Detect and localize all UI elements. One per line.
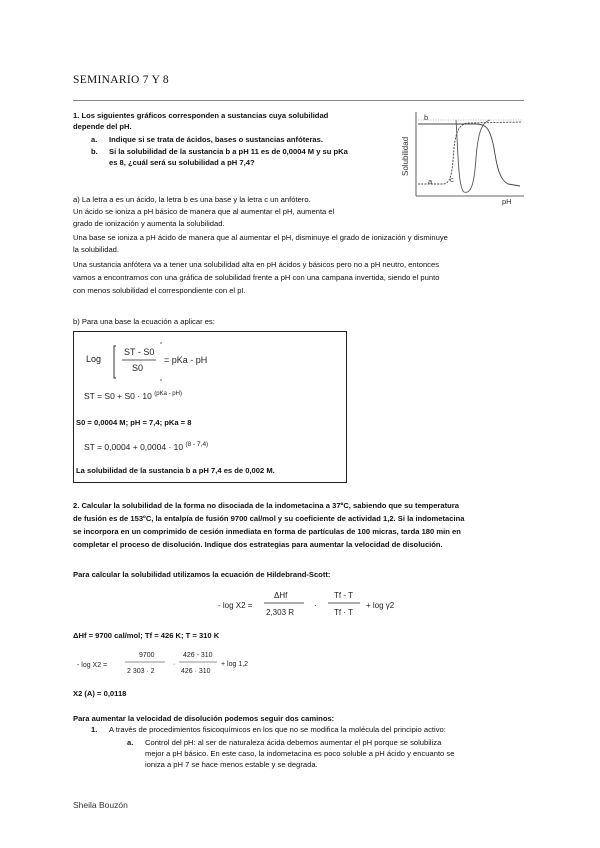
ans2-sub-a-marker: a. (127, 738, 134, 747)
f2-main: ST = S0 + S0 · 10 (84, 391, 152, 401)
q2-l4: completar el proceso de disolución. Indique dos estrategias para aumentar la velocidad de disolución. (73, 540, 443, 549)
graph-curve-b (418, 124, 520, 186)
f1-numerator: ST - S0 (124, 347, 155, 357)
q2-l2: de fusión es de 153ºC, la entalpía de fusión 9700 cal/mol y su coeficiente de actividad 1,2. Si la indometacina (73, 514, 465, 523)
f3-formula (84, 441, 208, 452)
hs-num1: ΔHf (274, 591, 288, 600)
f1-log: Log (86, 354, 102, 364)
sub-dot: · (173, 661, 176, 668)
hs-lhs: - log X2 = (218, 601, 253, 610)
graph-xlabel: pH (502, 197, 512, 206)
f3-main: ST = 0,0004 + 0,0004 · 10 (84, 441, 184, 452)
substituted-formula (73, 645, 273, 681)
sub-den1: 2 303 · 2 (127, 668, 155, 675)
ans2-item1-marker: 1. (91, 725, 98, 734)
q1-a-text: Indique si se trata de ácidos, bases o sustancias anfóteras. (109, 135, 323, 144)
sub-num1: 9700 (139, 652, 155, 659)
ans-a-l6: Una sustancia anfótera va a tener una solubilidad alta en pH ácidos y básicos pero no a pH neutro, entonces (73, 260, 439, 269)
ans-a-l2: Un ácido se ioniza a pH básico de manera que al aumentar el pH, aumenta el (73, 207, 335, 216)
q1-b-marker: b. (91, 147, 98, 156)
graph-curve-c (456, 120, 490, 192)
graph-ylabel: Solubilidad (401, 136, 410, 176)
q1-line1: 1. Los siguientes gráficos corresponden a sustancias cuya solubilidad (73, 111, 329, 120)
log-formula (78, 336, 278, 384)
ans2-speed-intro: Para aumentar la velocidad de disolución podemos seguir dos caminos: (73, 714, 335, 723)
ans2-result: X2 (A) = 0,0118 (73, 689, 127, 698)
sub-lhs: - log X2 = (77, 662, 108, 669)
hs-tail: + log γ2 (366, 601, 395, 610)
ans2-sub-a-l3: ioniza a pH 7 se hace menos estable y se degrada. (145, 760, 318, 769)
f3-exponent: (8 - 7,4) (185, 441, 209, 448)
footer-author: Sheila Bouzón (73, 800, 128, 810)
q1-a-marker: a. (91, 135, 98, 144)
graph-label-c: c (450, 175, 454, 184)
sub-num2: 426 - 310 (183, 652, 213, 659)
ans2-values: ΔHf = 9700 cal/mol; Tf = 426 K; T = 310 K (73, 631, 220, 640)
graph-label-b: b (424, 113, 429, 122)
graph-curve-a (418, 122, 522, 184)
ans2-sub-a-l2: mejor a pH básico. En este caso, la indometacina es poco soluble a pH ácido y encuanto se (145, 749, 455, 758)
f1-rhs: = pKa - pH (164, 355, 208, 365)
ans-a-l5: la solubilidad. (73, 245, 120, 254)
q1-b-text2: es 8, ¿cuál será su solubilidad a pH 7,4? (109, 158, 255, 167)
ans2-intro: Para calcular la solubilidad utilizamos la ecuación de Hildebrand-Scott: (73, 570, 331, 579)
hs-num2: Tf - T (334, 591, 353, 600)
f2-exponent: (pKa - pH) (154, 391, 182, 398)
graph-label-a: a (428, 177, 433, 186)
q1-line2: depende del pH. (73, 122, 132, 131)
solubility-graph (398, 108, 528, 206)
ans-b-result: La solubilidad de la sustancia b a pH 7,4 es de 0,002 M. (76, 466, 275, 475)
hs-den2: Tf · T (334, 608, 353, 617)
sub-den2: 426 · 310 (181, 668, 211, 675)
f1-denominator: S0 (132, 363, 144, 373)
ans-b-values: S0 = 0,0004 M; pH = 7,4; pKa = 8 (76, 418, 192, 427)
ans2-sub-a-l1: Control del pH: al ser de naturaleza ácida debemos aumentar el pH porque se solubiliza (145, 738, 442, 747)
hildebrand-formula (210, 584, 410, 624)
f1-bracket-left (114, 346, 116, 378)
hs-den1: 2,303 R (266, 608, 295, 617)
ans-a-l3: grado de ionización y aumenta la solubilidad. (73, 219, 225, 228)
q2-l1: 2. Calcular la solubilidad de la forma no disociada de la indometacina a 37ºC, sabiendo que su temperatura (73, 501, 459, 510)
sub-tail: + log 1,2 (221, 661, 249, 668)
q1-b-text1: Si la solubilidad de la sustancia b a pH 11 es de 0,0004 M y su pKa (109, 147, 348, 156)
ans-a-l1: a) La letra a es un ácido, la letra b es una base y la letra c un anfótero. (73, 195, 311, 204)
q2-l3: se incorpora en un comprimido de cesión inmediata en forma de partículas de 100 micras, tarda 180 min en (73, 527, 461, 536)
ans2-item1: A través de procedimientos fisicoquímicos en los que no se modifica la molécula del principio activo: (109, 725, 446, 734)
ans-a-l7: vamos a encontrarnos con una gráfica de solubilidad frente a pH con una campana invertida, siendo el punto (73, 273, 440, 282)
ans-a-l8: con menos solubilidad el correspondiente con el pI. (73, 286, 246, 295)
ans-a-l4: Una base se ioniza a pH ácido de manera que al aumentar el pH, disminuye el grado de ionización y disminuye (73, 233, 448, 242)
document-title: SEMINARIO 7 Y 8 (73, 74, 169, 86)
ans-b-heading: b) Para una base la ecuación a aplicar es: (73, 317, 215, 326)
f2-formula (84, 391, 182, 401)
title-divider (73, 100, 524, 101)
hs-dot: · (314, 601, 317, 610)
